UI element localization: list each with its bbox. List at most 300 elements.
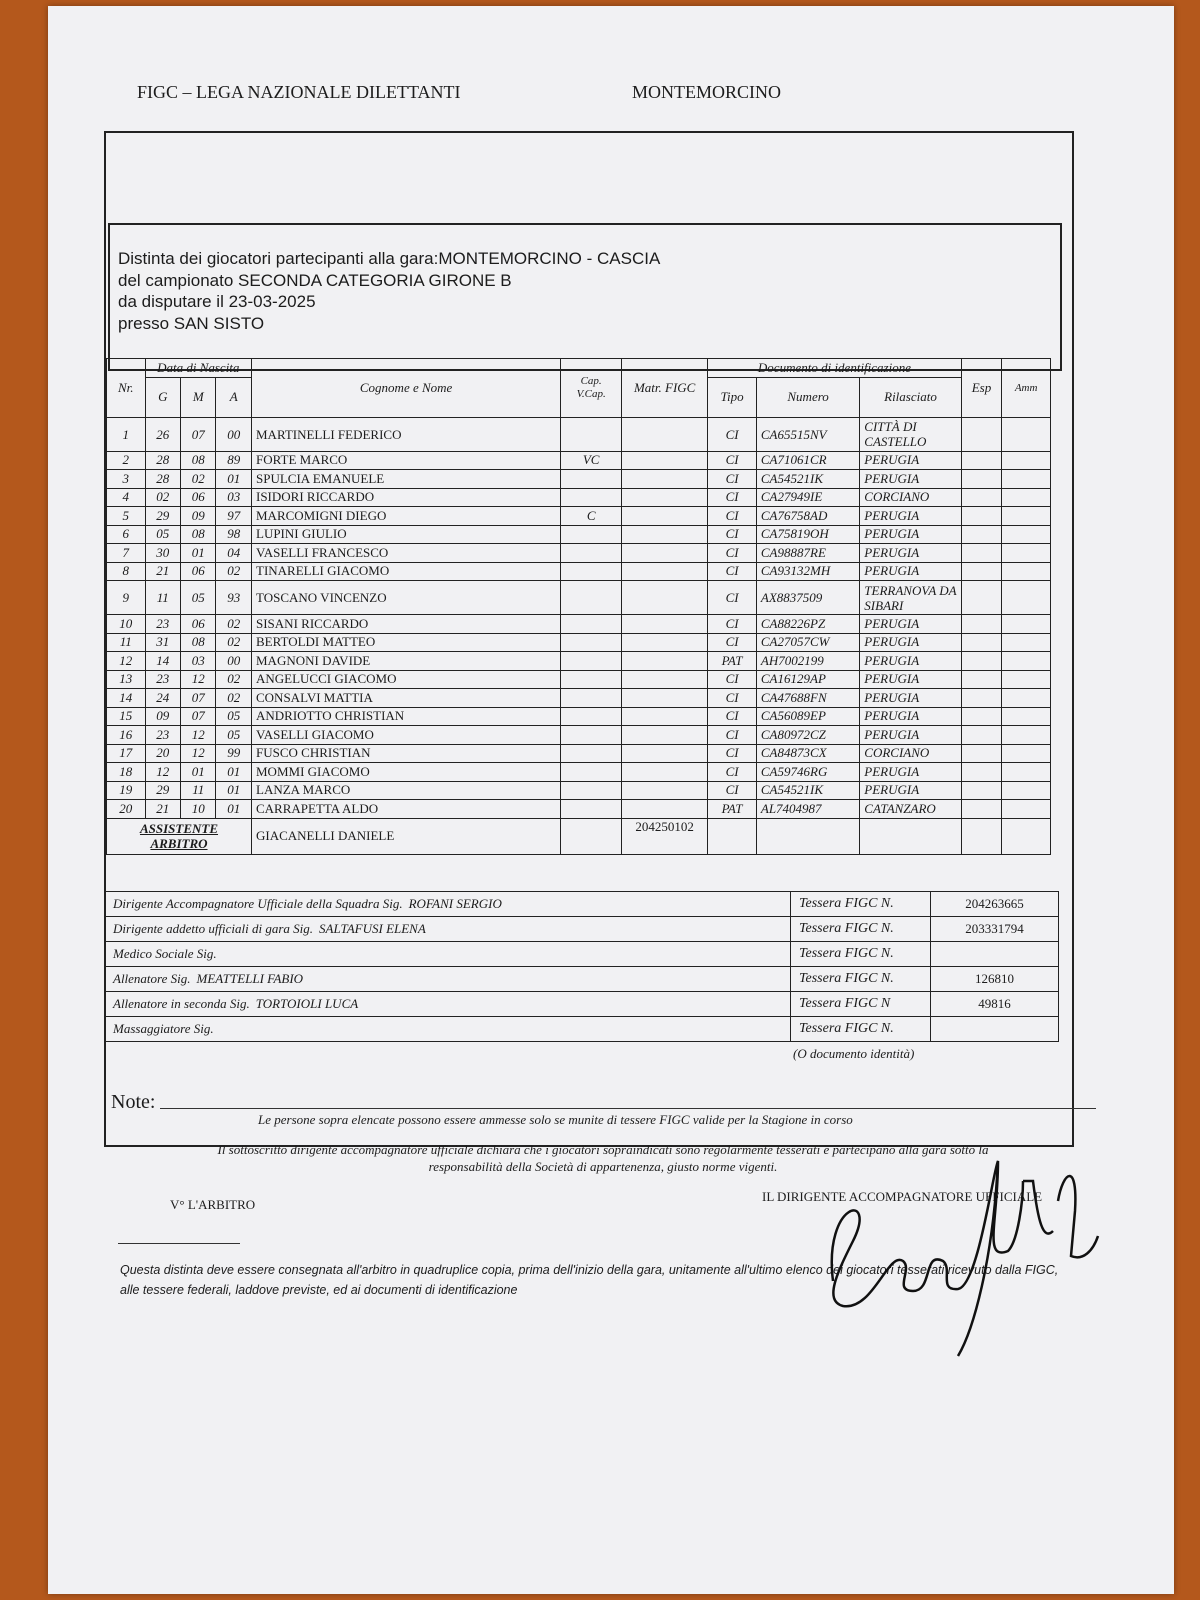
player-esp [961,417,1002,451]
player-name: LUPINI GIULIO [252,525,561,544]
header-birth: Data di Nascita [145,359,251,378]
player-numero: CA56089EP [756,707,859,726]
player-ril: PERUGIA [860,633,961,652]
player-m: 12 [181,670,216,689]
player-ril: PERUGIA [860,689,961,708]
player-tipo: CI [708,744,757,763]
header-a: A [216,377,252,417]
player-m: 07 [181,417,216,451]
player-matr [622,689,708,708]
staff-role: Dirigente addetto ufficiali di gara Sig. [113,921,314,936]
player-nr: 13 [107,670,146,689]
player-name: BERTOLDI MATTEO [252,633,561,652]
player-tipo: CI [708,670,757,689]
player-m: 06 [181,562,216,581]
player-name: MAGNONI DAVIDE [252,652,561,671]
player-m: 09 [181,507,216,526]
player-tipo: CI [708,581,757,615]
player-g: 23 [145,670,180,689]
player-esp [961,800,1002,819]
player-tipo: CI [708,781,757,800]
player-ril: PERUGIA [860,544,961,563]
player-matr [622,633,708,652]
staff-tessera-number [931,1017,1059,1042]
player-matr [622,544,708,563]
championship-line: del campionato SECONDA CATEGORIA GIRONE B [118,270,512,290]
player-cap [561,633,622,652]
player-amm [1002,544,1051,563]
player-cap [561,525,622,544]
player-m: 12 [181,744,216,763]
player-cap [561,417,622,451]
player-amm [1002,507,1051,526]
player-row [107,525,1051,544]
player-m: 08 [181,525,216,544]
assistant-numero [756,818,859,854]
player-amm [1002,726,1051,745]
header-esp: Esp [961,359,1002,418]
player-matr [622,652,708,671]
player-name: MARTINELLI FEDERICO [252,417,561,451]
player-g: 20 [145,744,180,763]
player-amm [1002,417,1051,451]
player-ril: PERUGIA [860,763,961,782]
official-label: IL DIRIGENTE ACCOMPAGNATORE UFFICIALE [762,1189,1043,1204]
staff-member [105,967,791,992]
player-a: 97 [216,507,252,526]
player-esp [961,707,1002,726]
player-amm [1002,525,1051,544]
player-tipo: CI [708,470,757,489]
player-ril: PERUGIA [860,562,961,581]
staff-role: Medico Sociale Sig. [113,946,217,961]
player-esp [961,670,1002,689]
player-g: 28 [145,451,180,470]
player-nr: 2 [107,451,146,470]
staff-member [105,942,791,967]
staff-name: ROFANI SERGIO [408,896,502,911]
staff-row [105,1017,1059,1042]
assistant-label: ASSISTENTE ARBITRO [107,818,252,854]
player-name: MARCOMIGNI DIEGO [252,507,561,526]
player-amm [1002,451,1051,470]
assistant-tipo [708,818,757,854]
player-name: SISANI RICCARDO [252,615,561,634]
player-cap [561,689,622,708]
player-esp [961,615,1002,634]
staff-row [105,892,1059,917]
player-numero: CA27057CW [756,633,859,652]
player-nr: 12 [107,652,146,671]
staff-tessera-number: 49816 [931,992,1059,1017]
player-cap [561,800,622,819]
player-amm [1002,781,1051,800]
player-row [107,451,1051,470]
player-numero: CA93132MH [756,562,859,581]
staff-row [105,992,1059,1017]
player-tipo: CI [708,615,757,634]
player-name: ANGELUCCI GIACOMO [252,670,561,689]
player-g: 23 [145,615,180,634]
staff-tessera-number: 126810 [931,967,1059,992]
note-label: Note: [111,1091,156,1113]
player-numero: CA16129AP [756,670,859,689]
player-nr: 3 [107,470,146,489]
player-matr [622,525,708,544]
player-a: 93 [216,581,252,615]
assistant-amm [1002,818,1051,854]
handwritten-signature [793,1141,1113,1361]
player-esp [961,633,1002,652]
player-tipo: CI [708,451,757,470]
player-m: 03 [181,652,216,671]
player-matr [622,470,708,489]
player-cap [561,707,622,726]
player-nr: 7 [107,544,146,563]
player-amm [1002,488,1051,507]
player-ril: PERUGIA [860,781,961,800]
player-matr [622,417,708,451]
player-a: 89 [216,451,252,470]
date-line: da disputare il 23-03-2025 [118,292,316,311]
player-ril: CITTÀ DI CASTELLO [860,417,961,451]
player-row [107,581,1051,615]
player-numero: CA75819OH [756,525,859,544]
staff-role: Dirigente Accompagnatore Ufficiale della Squadra Sig. [113,896,403,911]
player-row [107,544,1051,563]
player-m: 01 [181,763,216,782]
player-matr [622,800,708,819]
player-esp [961,507,1002,526]
assistant-rilasciato [860,818,961,854]
header-document: Documento di identificazione [708,359,961,378]
player-a: 02 [216,689,252,708]
player-amm [1002,670,1051,689]
staff-tessera-label: Tessera FIGC N [791,992,931,1017]
staff-name: SALTAFUSI ELENA [319,921,426,936]
player-g: 09 [145,707,180,726]
player-esp [961,544,1002,563]
player-a: 01 [216,800,252,819]
declaration-line-2: responsabilità della Società di appartenenza, giusto norme vigenti. [428,1159,778,1174]
player-a: 01 [216,781,252,800]
player-matr [622,744,708,763]
player-numero: CA54521IK [756,470,859,489]
player-row [107,744,1051,763]
player-m: 06 [181,615,216,634]
player-nr: 10 [107,615,146,634]
player-g: 11 [145,581,180,615]
player-row [107,800,1051,819]
player-cap [561,744,622,763]
staff-tessera-label: Tessera FIGC N. [791,1017,931,1042]
player-numero: CA47688FN [756,689,859,708]
player-cap [561,581,622,615]
player-numero: CA88226PZ [756,615,859,634]
player-m: 01 [181,544,216,563]
player-esp [961,525,1002,544]
player-cap [561,544,622,563]
player-cap [561,562,622,581]
player-name: CARRAPETTA ALDO [252,800,561,819]
club-title: MONTEMORCINO [632,82,782,102]
player-tipo: CI [708,726,757,745]
player-name: MOMMI GIACOMO [252,763,561,782]
player-numero: AL7404987 [756,800,859,819]
player-numero: CA54521IK [756,781,859,800]
player-nr: 15 [107,707,146,726]
player-ril: PERUGIA [860,470,961,489]
instructions-text: Questa distinta deve essere consegnata all'arbitro in quadruplice copia, prima dell'inizio della gara, unitamente all'ultimo elenco dei giocatori tesserati ricevuto dalla FIGC, alle tessere federali, laddove previste, ed ai documenti di identificazione [120,1263,1059,1297]
referee-label: V° L'ARBITRO [170,1197,256,1212]
player-g: 28 [145,470,180,489]
header-matr: Matr. FIGC [622,359,708,418]
assistant-esp [961,818,1002,854]
player-name: ISIDORI RICCARDO [252,488,561,507]
player-g: 14 [145,652,180,671]
player-amm [1002,763,1051,782]
player-esp [961,581,1002,615]
player-cap [561,763,622,782]
player-nr: 9 [107,581,146,615]
player-cap [561,726,622,745]
staff-member [105,992,791,1017]
doc-note: (O documento identità) [793,1046,915,1061]
player-numero: CA84873CX [756,744,859,763]
player-row [107,507,1051,526]
player-m: 07 [181,707,216,726]
player-tipo: CI [708,562,757,581]
player-g: 05 [145,525,180,544]
player-name: TINARELLI GIACOMO [252,562,561,581]
player-ril: CATANZARO [860,800,961,819]
player-row [107,652,1051,671]
player-row [107,615,1051,634]
player-row [107,763,1051,782]
player-m: 12 [181,726,216,745]
player-ril: PERUGIA [860,652,961,671]
player-ril: PERUGIA [860,615,961,634]
player-row [107,562,1051,581]
player-amm [1002,800,1051,819]
player-row [107,670,1051,689]
player-amm [1002,615,1051,634]
player-name: SPULCIA EMANUELE [252,470,561,489]
player-name: FORTE MARCO [252,451,561,470]
player-a: 02 [216,633,252,652]
player-numero: CA76758AD [756,507,859,526]
header-g: G [145,377,180,417]
player-amm [1002,562,1051,581]
staff-name: TORTOIOLI LUCA [255,996,359,1011]
staff-tessera-number [931,942,1059,967]
venue-line: presso SAN SISTO [118,313,265,333]
player-m: 05 [181,581,216,615]
player-a: 01 [216,470,252,489]
player-g: 02 [145,488,180,507]
player-esp [961,726,1002,745]
player-g: 21 [145,562,180,581]
player-amm [1002,707,1051,726]
player-amm [1002,470,1051,489]
match-line: Distinta dei giocatori partecipanti alla gara:MONTEMORCINO - CASCIA [118,249,661,268]
player-ril: PERUGIA [860,726,961,745]
player-a: 98 [216,525,252,544]
document-sheet [48,6,1174,1594]
player-matr [622,581,708,615]
player-nr: 17 [107,744,146,763]
player-ril: PERUGIA [860,525,961,544]
player-tipo: PAT [708,652,757,671]
referee-signature-line [118,1243,240,1244]
staff-row [105,917,1059,942]
player-amm [1002,689,1051,708]
player-esp [961,470,1002,489]
player-m: 07 [181,689,216,708]
player-esp [961,451,1002,470]
player-nr: 4 [107,488,146,507]
player-tipo: PAT [708,800,757,819]
player-matr [622,781,708,800]
player-a: 02 [216,562,252,581]
header-amm: Amm [1002,359,1051,418]
player-name: TOSCANO VINCENZO [252,581,561,615]
player-tipo: CI [708,707,757,726]
player-row [107,726,1051,745]
player-g: 24 [145,689,180,708]
player-cap [561,488,622,507]
player-esp [961,689,1002,708]
player-name: VASELLI FRANCESCO [252,544,561,563]
player-g: 21 [145,800,180,819]
header-name: Cognome e Nome [252,359,561,418]
note-line [160,1108,1096,1109]
player-numero: CA59746RG [756,763,859,782]
player-nr: 5 [107,507,146,526]
staff-member [105,1017,791,1042]
player-esp [961,763,1002,782]
player-g: 23 [145,726,180,745]
staff-row [105,942,1059,967]
player-esp [961,781,1002,800]
player-m: 10 [181,800,216,819]
player-amm [1002,633,1051,652]
player-cap [561,652,622,671]
player-name: LANZA MARCO [252,781,561,800]
player-nr: 8 [107,562,146,581]
player-a: 02 [216,670,252,689]
player-numero: AX8837509 [756,581,859,615]
assistant-matr: 204250102 [622,818,708,854]
player-ril: CORCIANO [860,744,961,763]
player-numero: CA27949IE [756,488,859,507]
assistant-name: GIACANELLI DANIELE [252,818,561,854]
header-numero: Numero [756,377,859,417]
player-a: 00 [216,417,252,451]
staff-tessera-number: 203331794 [931,917,1059,942]
staff-member [105,917,791,942]
player-m: 06 [181,488,216,507]
assistant-cap [561,818,622,854]
player-nr: 1 [107,417,146,451]
player-cap [561,615,622,634]
player-tipo: CI [708,488,757,507]
player-ril: CORCIANO [860,488,961,507]
staff-role: Allenatore in seconda Sig. [113,996,250,1011]
player-matr [622,707,708,726]
player-nr: 16 [107,726,146,745]
player-m: 08 [181,451,216,470]
player-a: 05 [216,707,252,726]
player-row [107,707,1051,726]
player-a: 02 [216,615,252,634]
player-tipo: CI [708,689,757,708]
player-esp [961,652,1002,671]
player-matr [622,763,708,782]
staff-tessera-label: Tessera FIGC N. [791,892,931,917]
player-amm [1002,744,1051,763]
player-row [107,470,1051,489]
player-row [107,781,1051,800]
player-cap: VC [561,451,622,470]
player-tipo: CI [708,507,757,526]
staff-tessera-label: Tessera FIGC N. [791,942,931,967]
player-g: 12 [145,763,180,782]
player-g: 26 [145,417,180,451]
player-esp [961,562,1002,581]
header-cap: Cap. V.Cap. [561,359,622,418]
player-a: 04 [216,544,252,563]
player-tipo: CI [708,417,757,451]
player-numero: AH7002199 [756,652,859,671]
player-ril: PERUGIA [860,707,961,726]
player-row [107,633,1051,652]
player-tipo: CI [708,544,757,563]
staff-tessera-label: Tessera FIGC N. [791,917,931,942]
player-name: VASELLI GIACOMO [252,726,561,745]
staff-role: Allenatore Sig. [113,971,191,986]
staff-name: MEATTELLI FABIO [196,971,304,986]
staff-tessera-number: 204263665 [931,892,1059,917]
staff-member [105,892,791,917]
player-matr [622,562,708,581]
player-m: 02 [181,470,216,489]
player-name: ANDRIOTTO CHRISTIAN [252,707,561,726]
player-a: 99 [216,744,252,763]
player-esp [961,488,1002,507]
header-nr: Nr. [107,359,146,418]
player-nr: 11 [107,633,146,652]
player-g: 29 [145,781,180,800]
player-row [107,689,1051,708]
player-matr [622,726,708,745]
player-cap [561,670,622,689]
header-m: M [181,377,216,417]
player-m: 11 [181,781,216,800]
player-ril: PERUGIA [860,507,961,526]
player-g: 31 [145,633,180,652]
player-cap [561,781,622,800]
player-matr [622,670,708,689]
player-row [107,488,1051,507]
player-g: 29 [145,507,180,526]
validity-text: Le persone sopra elencate possono essere ammesse solo se munite di tessere FIGC valide per la Stagione in corso [258,1112,853,1127]
player-numero: CA98887RE [756,544,859,563]
player-tipo: CI [708,633,757,652]
player-row [107,417,1051,451]
player-nr: 19 [107,781,146,800]
player-a: 00 [216,652,252,671]
